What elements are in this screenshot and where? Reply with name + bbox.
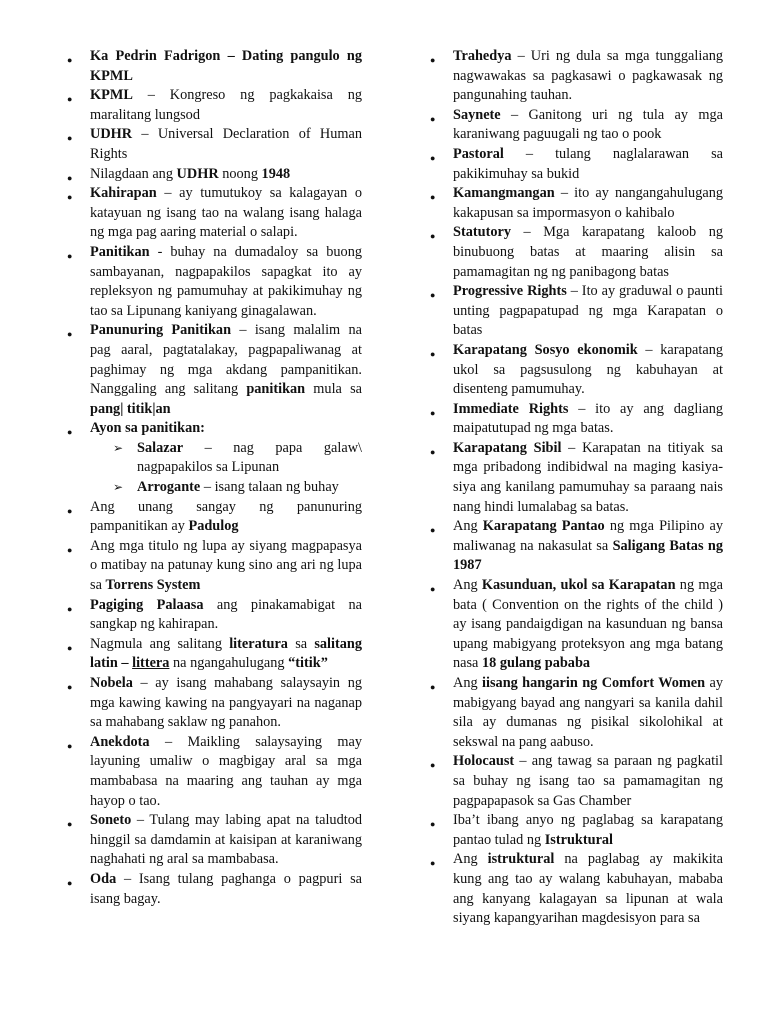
list-item bbox=[426, 341, 723, 400]
text-segment: – Maikling salaysaying may layuning umaliw o magbigay aral sa mga mambabasa na maaring ang tauhan ay mga hayop o tao. bbox=[90, 733, 362, 809]
bold-term: Anekdota bbox=[90, 733, 150, 750]
bold-term: Ka Pedrin Fadrigon – Dating pangulo ng KPML bbox=[90, 48, 362, 84]
bold-term: 1948 bbox=[261, 165, 291, 182]
bold-term: Padulog bbox=[188, 518, 239, 535]
text-segment: – isang malalim na pag aaral, pagtatalakay, pagpapaliwanag at paghimay ng mga akdang pampanitikan. Nanggaling ang salitang bbox=[90, 322, 362, 398]
text-segment: Ang bbox=[453, 518, 483, 535]
bullet-icon: ● bbox=[430, 682, 436, 692]
list-item bbox=[63, 86, 362, 125]
bold-term: Karapatang Sosyo ekonomik bbox=[453, 341, 638, 358]
text-segment: - buhay na dumadaloy sa buong sambayanan, nagpapakilos sapagkat ito ay repleksyon ng pamumuhay at pakikimuhay ng tao sa Lipunang kaniyang ginagalawan. bbox=[90, 243, 362, 319]
bullet-icon: ● bbox=[67, 55, 73, 65]
bullet-icon: ● bbox=[67, 740, 73, 751]
bold-term: Karapatang Pantao bbox=[482, 518, 605, 535]
bold-term: Karapatang Sibil bbox=[453, 439, 562, 456]
text-segment: – tulang naglalarawan sa pakikimuhay sa bukid bbox=[453, 145, 723, 182]
list-item bbox=[63, 419, 362, 439]
bullet-icon: ● bbox=[67, 819, 73, 830]
bold-term: “titik” bbox=[288, 655, 328, 672]
bullet-icon: ● bbox=[67, 603, 73, 614]
text-segment: – Universal Declaration of Human Rights bbox=[90, 126, 362, 162]
bullet-icon: ● bbox=[430, 819, 436, 830]
list-item bbox=[63, 733, 362, 811]
list-item bbox=[426, 439, 723, 517]
bold-term: Istruktural bbox=[544, 831, 614, 848]
text-segment: – Ganitong uri ng tula ay mga karaniwang paguugali ng tao o pook bbox=[453, 106, 723, 143]
bold-term: literatura bbox=[229, 635, 288, 652]
list-item bbox=[63, 635, 362, 674]
text-segment: Ang unang sangay ng panunuring pampanitikan ay bbox=[90, 498, 362, 535]
bold-term: Panunuring Panitikan bbox=[90, 322, 232, 339]
sub-list-item bbox=[63, 439, 362, 478]
bold-term: Kahirapan bbox=[90, 185, 157, 202]
text-segment: – ay tumutukoy sa kalagayan o katayuan ng isang tao na walang isang halaga ng mga pag aaring material o salapi. bbox=[90, 185, 362, 241]
bold-term: istruktural bbox=[487, 851, 555, 868]
bullet-icon: ● bbox=[430, 858, 436, 869]
text-segment: Nilagdaan ang bbox=[90, 165, 177, 182]
bold-term bbox=[132, 655, 169, 671]
bold-term: Kasunduan, ukol sa Karapatan bbox=[481, 577, 676, 594]
list-item bbox=[63, 537, 362, 596]
bullet-icon: ● bbox=[430, 231, 436, 242]
text-segment: ang pinakamabigat na sangkap ng kahirapan. bbox=[90, 596, 362, 633]
bold-term: Ayon sa panitikan: bbox=[90, 420, 205, 437]
sub-list-item bbox=[63, 478, 362, 498]
text-segment: Ang mga titulo ng lupa ay siyang magpapasya o matibay na patunay kung sino ang ari ng lupa sa bbox=[90, 537, 362, 594]
text-segment: Ang bbox=[453, 851, 488, 868]
text-segment: na paglabag ay makikita kung ang tao ay walang kabuhayan, mababa ang kanyang kalagayan sa lipunan at wala siyang kapangyarihan magdesisyon para sa bbox=[453, 851, 723, 927]
list-item bbox=[63, 47, 362, 86]
list-item bbox=[63, 165, 362, 185]
bold-term: Saligang Batas ng 1987 bbox=[453, 537, 723, 574]
list-item bbox=[426, 184, 723, 223]
bold-term: UDHR bbox=[176, 165, 219, 182]
text-segment: – Ito ay graduwal o paunti unting pagpapatupad ng mga Karapatan o batas bbox=[453, 283, 723, 339]
bullet-icon: ● bbox=[67, 682, 73, 692]
list-item bbox=[63, 184, 362, 243]
bullet-icon: ● bbox=[67, 544, 73, 555]
left-note-list bbox=[63, 47, 362, 909]
bold-term: Immediate Rights bbox=[453, 400, 569, 417]
text-segment: noong bbox=[218, 165, 262, 182]
text-segment: – Kongreso ng pagkakaisa ng maralitang lungsod bbox=[90, 87, 362, 123]
text-segment: – Karapatan na titiyak sa mga pribadong indibidwal na maging kasiya-siya ang kanilang pamumuhay sa paraang nais nang hindi lumalabag sa batas. bbox=[453, 439, 723, 515]
bullet-icon: ● bbox=[67, 642, 73, 653]
list-item bbox=[426, 811, 723, 850]
bold-term: KPML bbox=[90, 87, 133, 104]
bold-term: Nobela bbox=[90, 675, 133, 691]
text-segment: – karapatang ukol sa pagsusulong ng kabuhayan at disenteng pamumuhay. bbox=[453, 341, 723, 398]
text-segment: na ngangahulugang bbox=[169, 655, 289, 672]
list-item bbox=[426, 400, 723, 439]
text-segment: ng mga bata ( Convention on the rights of the child ) ay isang pandaigdigan na kasunduan ng bansa upang mabigyang proteksyon ang mga batang nasa bbox=[453, 577, 724, 672]
bullet-icon: ● bbox=[67, 133, 73, 144]
bullet-icon: ● bbox=[430, 348, 436, 359]
bold-term: Oda bbox=[90, 870, 117, 887]
text-segment: – ito ay ang dagliang maipatutupad ng mga batas. bbox=[453, 400, 723, 437]
text-segment: – Tulang may labing apat na taludtod hinggil sa damdamin at kaisipan at karaniwang naghahati ng aral sa mambabasa. bbox=[90, 812, 362, 868]
bold-term: 18 gulang pababa bbox=[481, 655, 591, 672]
list-item bbox=[63, 811, 362, 870]
bold-term: Panitikan bbox=[90, 243, 150, 260]
arrow-bullet-icon: ➢ bbox=[113, 440, 124, 455]
list-item bbox=[63, 243, 362, 321]
text-segment: – ay isang mahabang salaysayin ng mga kawing kawing na pangyayari na naganap sa mahabang saklaw ng panahon. bbox=[90, 675, 362, 731]
text-segment: sa bbox=[287, 635, 315, 652]
text-segment: Ang bbox=[453, 675, 483, 691]
list-item bbox=[426, 850, 723, 928]
list-item bbox=[63, 321, 362, 419]
text-segment: Iba’t ibang anyo ng paglabag sa karapatang pantao tulad ng bbox=[453, 812, 723, 848]
list-item bbox=[426, 47, 723, 106]
list-item bbox=[426, 752, 723, 811]
bold-term: Holocaust bbox=[453, 753, 515, 770]
text-segment: ay mabigyang bayad ang nangyari sa kanila dahil sila ay dumanas ng pisikal sikolohikal at sekswal na pang aabuso. bbox=[453, 675, 724, 750]
bullet-icon: ● bbox=[67, 192, 73, 203]
bold-term: pang| titik|an bbox=[90, 400, 171, 417]
text-segment: – ang tawag sa paraan ng pagkatil sa buhay ng isang tao sa pamamagitan ng pagpapapasok sa Gas Chamber bbox=[453, 753, 723, 809]
bold-term: Arrogante bbox=[137, 479, 201, 496]
list-item bbox=[426, 282, 723, 341]
bold-term: Torrens System bbox=[105, 577, 201, 594]
bold-term: Pastoral bbox=[453, 145, 504, 162]
bullet-icon: ● bbox=[67, 94, 73, 105]
bullet-icon: ● bbox=[67, 505, 73, 516]
bullet-icon: ● bbox=[67, 172, 73, 183]
bullet-icon: ● bbox=[430, 113, 436, 124]
list-item bbox=[426, 576, 723, 674]
list-item bbox=[63, 870, 362, 909]
arrow-bullet-icon: ➢ bbox=[113, 480, 124, 495]
text-segment: – Isang tulang paghanga o pagpuri sa isang bagay. bbox=[90, 870, 362, 907]
text-segment: – nag papa galaw\ nagpapakilos sa Lipunan bbox=[137, 439, 362, 476]
bullet-icon: ● bbox=[430, 446, 436, 457]
bold-term: salitang latin – bbox=[90, 635, 362, 672]
bullet-icon: ● bbox=[67, 250, 73, 261]
text-segment: – Mga karapatang kaloob ng binubuong batas at maaring alisin sa pamamagitan ng ng panibagong batas bbox=[453, 224, 723, 280]
bold-term: Soneto bbox=[90, 812, 132, 829]
text-segment: Ang bbox=[453, 577, 482, 594]
list-item bbox=[426, 106, 723, 145]
bold-term: Progressive Rights bbox=[453, 283, 567, 300]
bullet-icon: ● bbox=[430, 525, 436, 536]
bold-term: Kamangmangan bbox=[453, 185, 555, 202]
bullet-icon: ● bbox=[430, 584, 436, 595]
list-item bbox=[63, 596, 362, 635]
right-note-list bbox=[426, 47, 723, 929]
bullet-icon: ● bbox=[430, 290, 436, 301]
text-segment: ng mga Pilipino ay maliwanag na nakasulat sa bbox=[453, 518, 723, 554]
bullet-icon: ● bbox=[67, 427, 73, 438]
bullet-icon: ● bbox=[430, 152, 436, 163]
text-segment: Nagmula ang salitang bbox=[90, 635, 230, 652]
bullet-icon: ● bbox=[430, 407, 436, 418]
text-segment: – Uri ng dula sa mga tunggaliang nagwawakas sa pagkasawi o pagkawasak ng pangunahing tauhan. bbox=[453, 48, 723, 104]
bold-term: Salazar bbox=[137, 439, 184, 456]
text-segment: mula sa bbox=[305, 381, 362, 398]
list-item bbox=[63, 498, 362, 537]
list-item bbox=[426, 517, 723, 576]
list-item bbox=[63, 125, 362, 164]
bullet-icon: ● bbox=[67, 877, 73, 888]
text-segment: – ito ay nangangahulugang kakapusan sa impormasyon o kahibalo bbox=[453, 185, 723, 221]
bold-term: Statutory bbox=[453, 224, 511, 241]
text-segment: – isang talaan ng buhay bbox=[200, 479, 339, 496]
bold-term: Saynete bbox=[453, 106, 501, 123]
bullet-icon: ● bbox=[430, 760, 436, 771]
bullet-icon: ● bbox=[430, 55, 436, 65]
bold-term: Trahedya bbox=[453, 48, 512, 64]
bold-term: iisang hangarin ng Comfort Women bbox=[482, 675, 706, 691]
bold-term: Pagiging Palaasa bbox=[90, 596, 204, 613]
list-item bbox=[426, 674, 723, 752]
bullet-icon: ● bbox=[67, 329, 73, 340]
list-item bbox=[63, 674, 362, 733]
left-column bbox=[63, 47, 362, 909]
list-item bbox=[426, 145, 723, 184]
list-item bbox=[426, 223, 723, 282]
bold-term: UDHR bbox=[90, 126, 133, 143]
bold-term: panitikan bbox=[246, 381, 306, 398]
right-column bbox=[426, 47, 723, 929]
bullet-icon: ● bbox=[430, 192, 436, 203]
underlined-term: littera bbox=[132, 655, 170, 672]
